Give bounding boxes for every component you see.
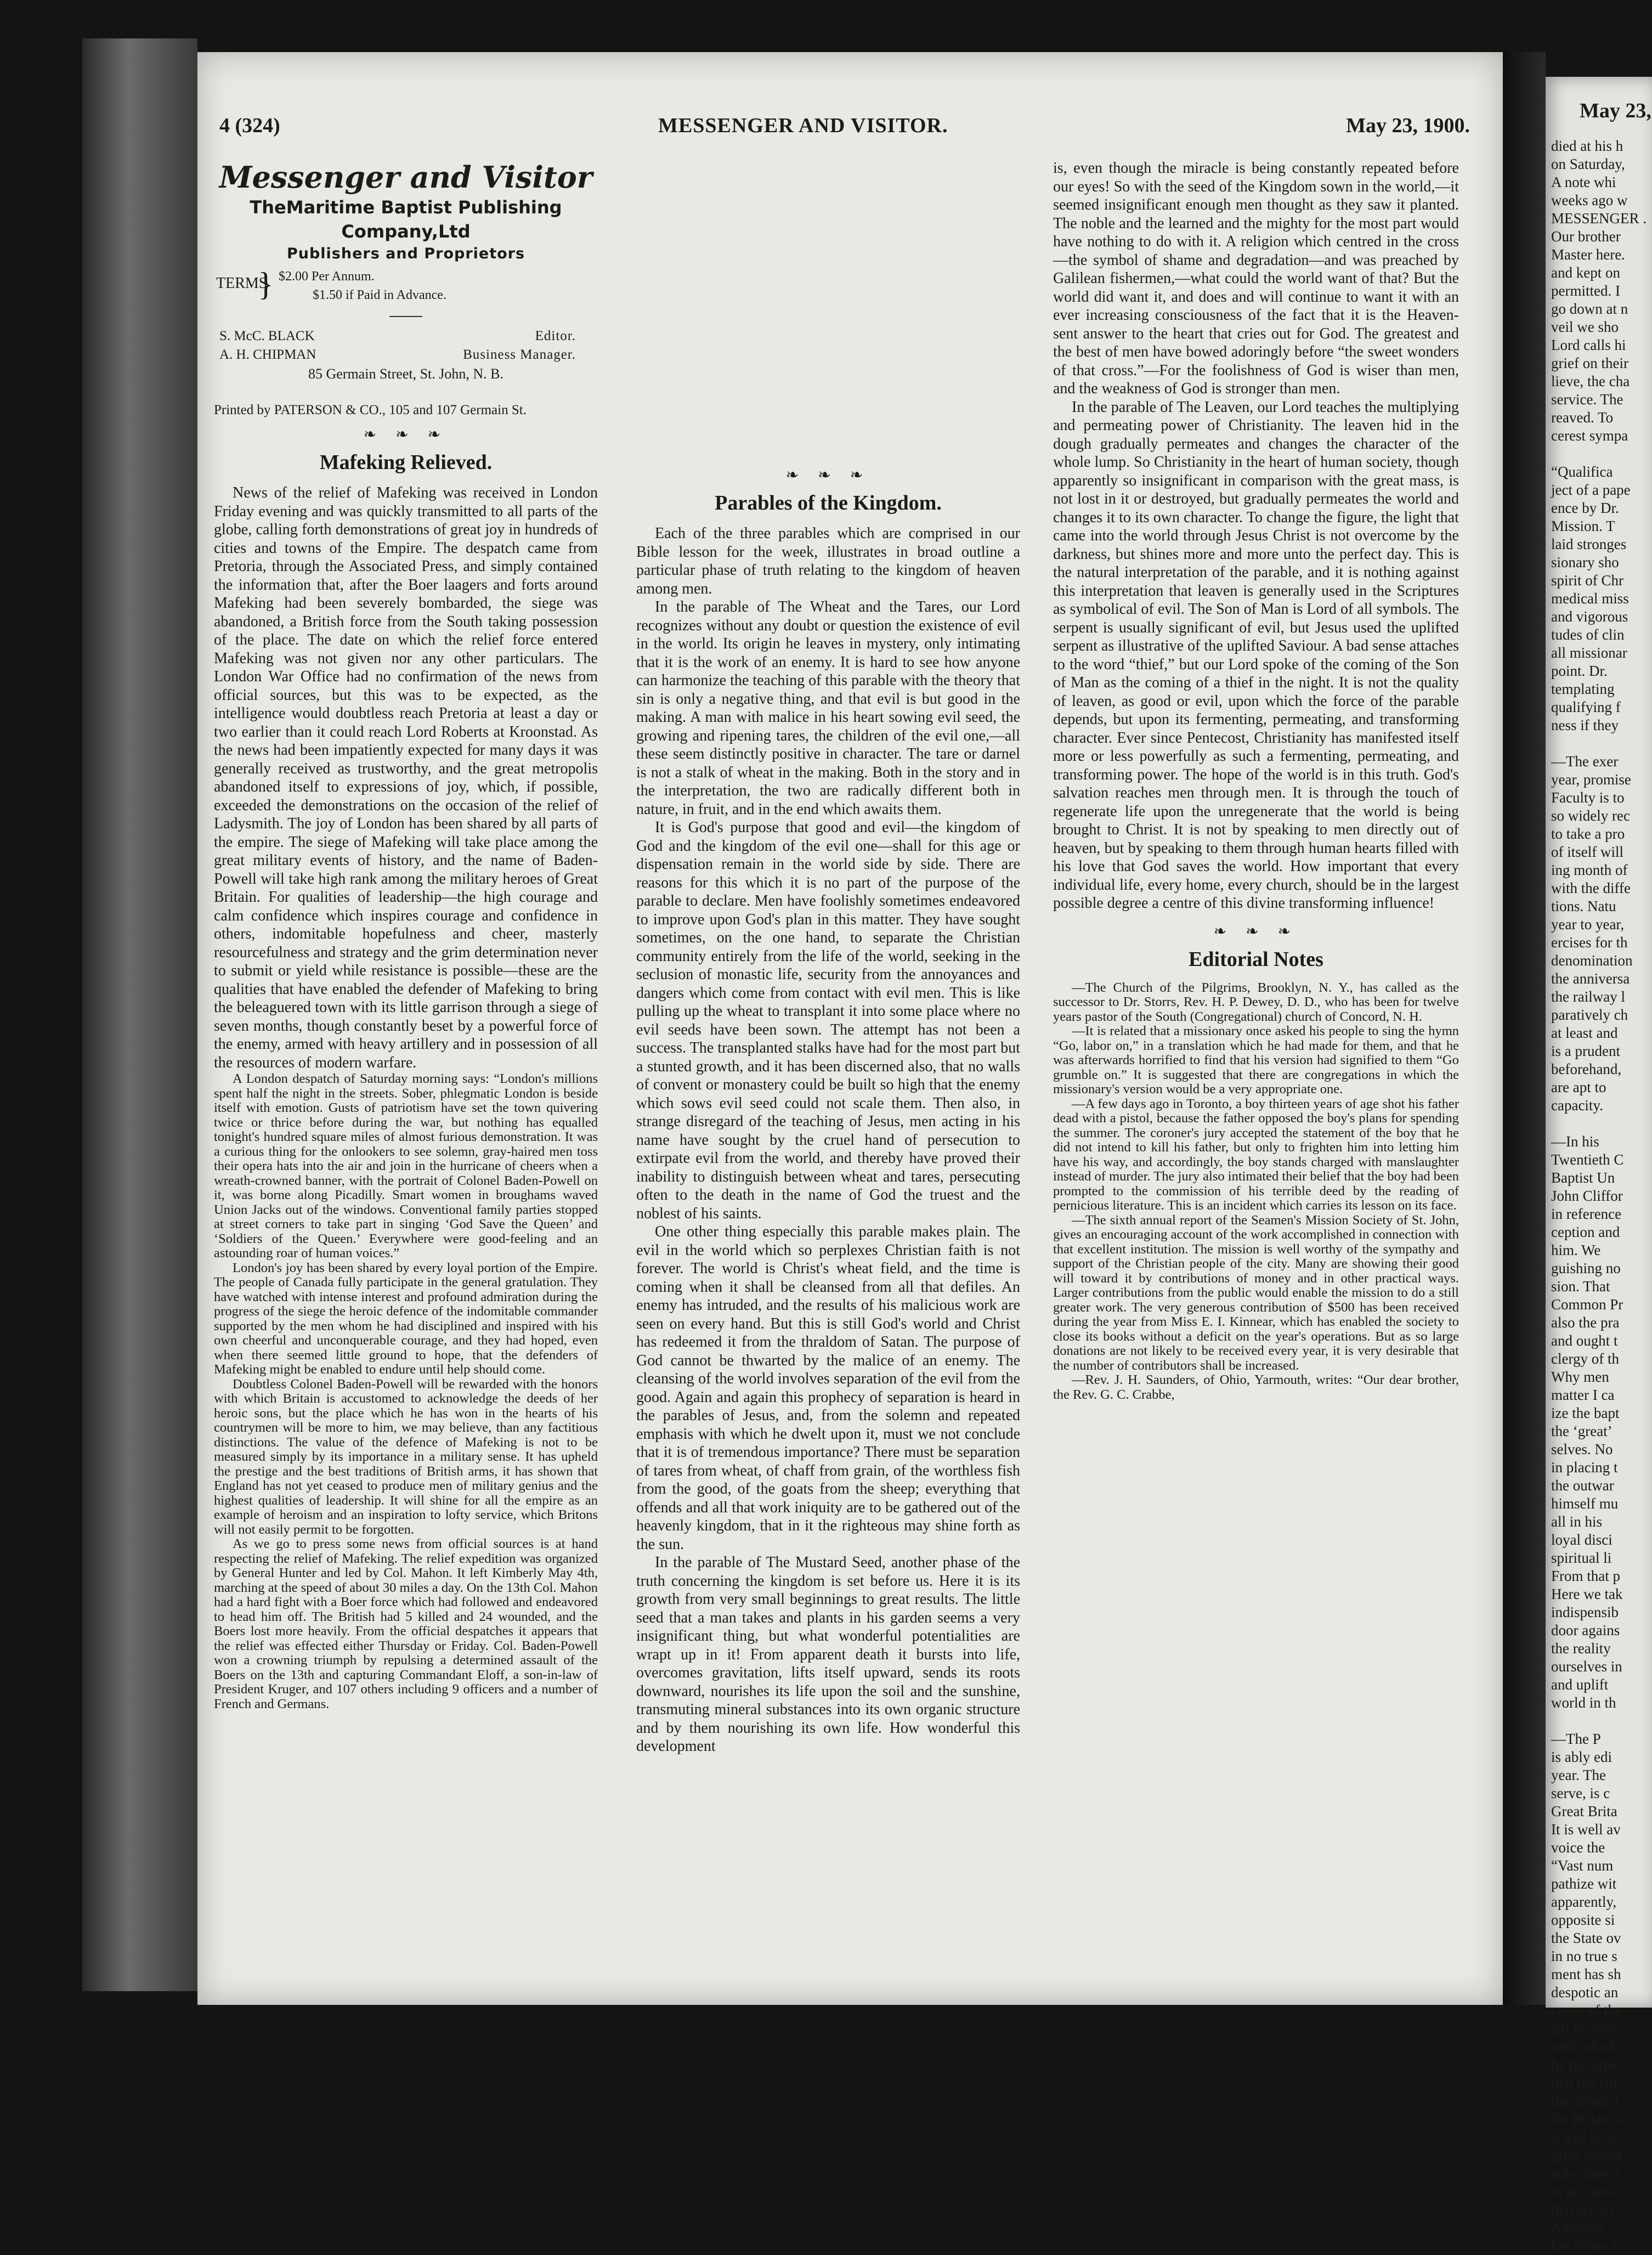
- article-paragraph: is, even though the miracle is being constantly repeated before our eyes! So with the seed of the Kingdom sown in the world,—it seemed insignificant enough men thought as they saw it planted. The noble and the learned and the mighty for the most part would have nothing to do with it. A religion which centred in the cross—the symbol of shame and degradation—and was preached by Galilean fishermen,—what could the world want of that? But the world did want it, and does and will continue to want it with an ever increasing consciousness of the fact that it is the Heaven-sent answer to the heart that cries out for God. The greatest and the best of men have bowed adoringly before “the sweet wonders of that cross.”—For the foolishness of God is wiser than men, and the weakness of God is stronger than men.: [1053, 160, 1459, 397]
- facing-page-line: Master here.: [1551, 246, 1625, 263]
- facing-page-line: ception and: [1551, 1224, 1620, 1240]
- facing-page-line: —The P: [1551, 1731, 1601, 1747]
- ornament-divider: ❧ ❧ ❧: [363, 426, 449, 443]
- editorial-heading: Editorial Notes: [1189, 947, 1323, 971]
- article-paragraph: In the parable of The Mustard Seed, another phase of the truth concerning the kingdom is set before us. Here it is its growth from very small beginnings to great results. The little seed that a man takes and plants in his garden seems a very insignificant thing, but what wonderful potentialities are wrapt up in it! From apparent death it bursts into life, overcomes gravitation, lifts itself upward, sends its roots downward, nourishes its life upon the soil and the sunshine, transmuting mineral substances into its own organic structure and by them nourishing its own life. How wonderful this development: [636, 1554, 1020, 1755]
- manager-line: [214, 346, 598, 364]
- facing-page-line: of itself will: [1551, 844, 1623, 860]
- facing-page-line: spirit of Chr: [1551, 572, 1623, 589]
- ornament-divider: ❧ ❧ ❧: [1213, 923, 1299, 940]
- facing-page-line: tudes of clin: [1551, 626, 1625, 643]
- facing-page-line: denomination: [1551, 952, 1633, 969]
- article-paragraph: As we go to press some news from official sources is at hand respecting the relief of Mafeking. The relief expedition was organized by General Hunter and led by Col. Mahon. It left Kimberly May 4th, marching at the speed of about 30 miles a day. On the 13th Col. Mahon had a hard fight with a Boer force which had followed and endeavored to head him off. The British had 5 killed and 24 wounded, and the Boers lost more heavily. From the official despatches it appears that the relief was effected either Thursday or Friday. Col. Baden-Powell won a crowning triumph by repulsing a determined assault of the Boers on the 13th and capturing Commandant Eloff, a son-in-law of President Kruger, and 107 others including 9 officers and a number of French and Germans.: [214, 1536, 598, 1711]
- page-number: 4 (324): [219, 114, 280, 137]
- facing-page-line: to take a pro: [1551, 826, 1625, 842]
- terms-label: TERMS: [216, 275, 268, 292]
- facing-page-line: lieve, the cha: [1551, 373, 1630, 389]
- facing-page-line: all in his: [1551, 1513, 1602, 1530]
- editorial-note: —A few days ago in Toronto, a boy thirteen years of age shot his father dead with a pistol, because the father opposed the boy's plans for spending the summer. The coroner's jury accepted the statement of the boy that he did not intend to kill his father, but only to frighten him into letting him have his way, and accordingly, the boy stands charged with manslaughter instead of murder. The jury also intimated their belief that the boy had been prompted to the commission of his terrible deed by the reading of pernicious literature. This is an incident which carries its lesson on its face.: [1053, 1096, 1459, 1213]
- facing-page-line: so widely rec: [1551, 807, 1630, 824]
- article-paragraph: A London despatch of Saturday morning says: “London's millions spent half the night in the streets. Sober, phlegmatic London is beside itself with emotion. Gusts of patriotism have set the town quivering twice or thrice before during the war, but nothing has equalled tonight's hundred square miles of almost furious demonstration. It was a curious thing for the onlookers to see solemn, gray-haired men toss their opera hats into the air and join in the hurricane of cheers when a wreath-crowned banner, with the portrait of Colonel Baden-Powell on it, was borne along Picadilly. Smart women in broughams waved Union Jacks out of the windows. Conventional family parties stopped at street corners to take part in singing ‘God Save the Queen’ and ‘Soldiers of the Queen.’ Everywhere were good-feeling and an astounding roar of human voices.”: [214, 1071, 598, 1261]
- facing-page-line: is a prudent: [1551, 1043, 1620, 1059]
- facing-page-line: serve, is c: [1551, 1785, 1610, 1801]
- facing-page-line: Here we tak: [1551, 1586, 1623, 1602]
- facing-page-line: are apt to: [1551, 1079, 1606, 1095]
- facing-page-line: great nation: [1551, 2147, 1622, 2163]
- editorial-note: —Rev. J. H. Saunders, of Ohio, Yarmouth, writes: “Our dear brother, the Rev. G. C. Crabbe,: [1053, 1372, 1459, 1402]
- facing-page-line: voice the: [1551, 1839, 1605, 1856]
- facing-page-line: is ably edi: [1551, 1749, 1612, 1765]
- article-paragraph: News of the relief of Mafeking was received in London Friday evening and was quickly transmitted to all parts of the globe, calling forth demonstrations of great joy in hundreds of cities and towns of the Empire. The despatch came from Pretoria, through the Associated Press, and simply contained the information that, after the Boer laagers and forts around Mafeking had been severely bombarded, the siege was abandoned, a British force from the South taking possession of the place. The date on which the relief force entered Mafeking was not given nor any other particulars. The London War Office had no confirmation of the news from official sources, but this was to be expected, as the intelligence would doubtless reach Pretoria at least a day or two earlier than it could reach Lord Roberts at Kroonstad. As the news had been impatiently expected for many days it was generally received as trustworthy, and the great metropolis abandoned itself to expressions of joy, which, if possible, exceeded the demonstrations on the occasion of the relief of Ladysmith. The joy of London has been shared by all parts of the empire. The siege of Mafeking will take place among the great military events of history, and the name of Baden-Powell will take high rank among the military heroes of Great Britain. For qualities of leadership—the high courage and calm confidence which inspires courage and confidence in others, indomitable hopefulness and cheer, masterly resourcefulness and strategy and the grim determination never to submit or yield while resistance is possible—these are the qualities that have enabled the defender of Mafeking to bring the beleaguered town with its little garrison through a siege of seven months, though constantly beset by a powerful force of the enemy, armed with heavy artillery and in possession of all the resources of modern warfare.: [214, 484, 598, 1071]
- printer-line: Printed by PATERSON & CO., 105 and 107 Germain St.: [214, 403, 527, 417]
- facing-page-line: ment has sh: [1551, 1966, 1621, 1982]
- facing-page-line: spiritual li: [1551, 1550, 1612, 1566]
- facing-page-line: paratively ch: [1551, 1007, 1628, 1023]
- facing-page-line: ness if they: [1551, 717, 1619, 733]
- facing-page-line: laid stronges: [1551, 536, 1627, 552]
- facing-page-line: From that p: [1551, 1568, 1620, 1584]
- running-header: [219, 114, 1481, 146]
- facing-page-line: —The exer: [1551, 753, 1619, 770]
- facing-page-line: the anniversa: [1551, 970, 1630, 987]
- facing-page-line: ence by Dr.: [1551, 500, 1619, 516]
- facing-page-line: world in th: [1551, 1694, 1616, 1711]
- manager-name: A. H. CHIPMAN: [219, 347, 316, 362]
- facing-page-line: templating: [1551, 681, 1615, 697]
- masthead-rule: [389, 316, 422, 317]
- facing-page-line: pathize wit: [1551, 1875, 1617, 1892]
- facing-page-line: service. The: [1551, 391, 1623, 408]
- facing-page-line: go down at n: [1551, 301, 1628, 317]
- masthead: [214, 159, 598, 420]
- facing-page-line: year. The: [1551, 1767, 1606, 1783]
- facing-page-line: ize the bapt: [1551, 1405, 1620, 1421]
- facing-page-line: all missionar: [1551, 645, 1627, 661]
- parables-heading: Parables of the Kingdom.: [715, 491, 942, 515]
- facing-page-line: MESSENGER .: [1551, 210, 1647, 227]
- facing-page-line: the outwar: [1551, 1477, 1614, 1494]
- editor-role: Editor.: [535, 329, 576, 343]
- editor-line: [214, 327, 598, 346]
- facing-page-line: at least and: [1551, 1025, 1618, 1041]
- facing-page-line: [1551, 1712, 1647, 1730]
- facing-page-line: loyal disci: [1551, 1531, 1613, 1548]
- mafeking-heading: Mafeking Relieved.: [319, 451, 493, 474]
- facing-page-line: [1551, 734, 1647, 753]
- article-paragraph: London's joy has been shared by every loyal portion of the Empire. The people of Canada fully participate in the general gratulation. They have watched with intense interest and profound admiration during the progress of the siege the heroic defence of the indomitable commander supported by the men whom he had disciplined and inspired with his own cheerful and unconquerable courage, and they had hoped, even when there seemed little ground to hope, that the defenders of Mafeking might be enabled to endure until help should come.: [214, 1260, 598, 1377]
- facing-page-line: cause of the: [1551, 2002, 1622, 2019]
- facing-page-line: [1551, 1115, 1647, 1133]
- facing-page-column: [1551, 137, 1647, 2255]
- facing-page-line: died at his h: [1551, 138, 1623, 154]
- facing-page-line: opposite si: [1551, 1912, 1615, 1928]
- paper-title: MESSENGER AND VISITOR.: [658, 114, 948, 137]
- facing-page-line: matter I ca: [1551, 1387, 1615, 1403]
- facing-page-line: it will be a: [1551, 2129, 1614, 2145]
- facing-page-line: Great Brita: [1551, 1803, 1617, 1819]
- facing-page-line: that the Un: [1551, 2075, 1617, 2091]
- facing-page-line: also the pra: [1551, 1314, 1620, 1331]
- masthead-title: Messenger and Visitor: [219, 160, 593, 195]
- facing-page-line: Twentieth C: [1551, 1151, 1624, 1168]
- facing-page-line: the railway l: [1551, 988, 1625, 1005]
- facing-page-line: year, promise: [1551, 771, 1631, 788]
- facing-page-line: on Saturday,: [1551, 156, 1625, 172]
- facing-page-line: himself mu: [1551, 1495, 1619, 1512]
- facing-page-line: —In his: [1551, 1133, 1599, 1150]
- subscription-terms: [214, 264, 598, 308]
- facing-page-line: ject of a pape: [1551, 482, 1631, 498]
- article-paragraph: Doubtless Colonel Baden-Powell will be rewarded with the honors with which Britain is accustomed to acknowledge the deeds of her heroic sons, but the place which he has won in the hearts of his countrymen will be more to him, we may believe, than any factitious distinctions. The value of the defence of Mafeking is not to be measured simply by its importance in a military sense. It has upheld the prestige and the best traditions of British arms, it has shown that England has not yet ceased to produce men of military genius and the highest qualities of leadership. It will shine for all the empire as an example of heroism and an inspiration to lofty service, which Britons will not easily permit to be forgotten.: [214, 1376, 598, 1537]
- issue-date: May 23, 1900.: [1346, 114, 1470, 137]
- book-binding: [82, 38, 197, 1991]
- editor-name: S. McC. BLACK: [219, 329, 315, 343]
- facing-page-line: Mission. T: [1551, 518, 1615, 534]
- facing-page-line: and uplift: [1551, 1676, 1609, 1693]
- term-annual: $2.00 Per Annum.: [279, 269, 375, 284]
- facing-page-line: Baptist Un: [1551, 1169, 1615, 1186]
- facing-page-line: the reality: [1551, 1640, 1611, 1657]
- facing-page-line: grief on their: [1551, 355, 1628, 371]
- editorial-note: —The Church of the Pilgrims, Brooklyn, N. Y., has called as the successor to Dr. Storrs, Rev. H. P. Dewey, D. D., who has been for twelve years pastor of the South (Congregational) church of Concord, N. H.: [1053, 980, 1459, 1024]
- masthead-address: 85 Germain Street, St. John, N. B.: [308, 366, 504, 382]
- page-gutter: [1503, 52, 1546, 2005]
- manager-role: Business Manager.: [463, 347, 576, 362]
- facing-page-line: the ‘great’: [1551, 1423, 1613, 1439]
- ornament-divider: ❧ ❧ ❧: [785, 467, 871, 484]
- facing-page-line: the greatest: [1551, 2093, 1619, 2109]
- facing-page-line: door agains: [1551, 1622, 1620, 1638]
- facing-page-line: in placing t: [1551, 1459, 1618, 1476]
- facing-page-line: and kept on: [1551, 264, 1620, 281]
- facing-page-line: John Cliffor: [1551, 1188, 1623, 1204]
- masthead-company: TheMaritime Baptist Publishing Company,Ltd: [250, 197, 562, 242]
- facing-page-line: medical miss: [1551, 590, 1629, 607]
- facing-page-line: year to year,: [1551, 916, 1625, 932]
- facing-page-line: qualifying f: [1551, 699, 1621, 715]
- column-3: [1053, 159, 1459, 1997]
- facing-page-line: guishing no: [1551, 1260, 1621, 1276]
- facing-page-line: and vigorous: [1551, 608, 1628, 625]
- article-paragraph: In the parable of The Leaven, our Lord teaches the multiplying and permeating power of Christianity. The leaven hid in the dough gradually permeates and changes the character of the whole lump. So Christianity in the heart of human society, though apparently so insignificant in comparison with the great mass, is not lost in it or destroyed, but gradually permeates the world and changes it to its own character. To change the figure, the light that came into the world through Jesus Christ is not overcome by the darkness, but shines more and more unto the perfect day. This is the natural interpretation of the parable, and it is nothing against this interpretation that leaven is generally used in the Scriptures as symbolical of evil. The Son of Man is Lord of all symbols. The serpent is usually significant of evil, but Jesus used the uplifted serpent as illustrative of the uplifted Saviour. A bad sense attaches to the word “thief,” but our Lord spoke of the coming of the Son of Man as the coming of a thief in the night. It is not the quality of leaven, as good or evil, upon which the force of the parable depends, but upon its fermenting, permeating, and transforming character. Ever since Pentecost, Christianity has manifested itself more or less powerfully as such a fermenting, permeating, and transforming power. The hope of the world is in this truth. God's salvation reaches men through men. It is through the touch of regenerate life upon the unregenerate that the world is being brought to Christ. It is not by speaking to men directly out of heaven, but by speaking to them through human hearts filled with his love that God saves the world. How important that every individual life, every home, every church, should be in the largest possible degree a centre of this divine transforming influence!: [1053, 398, 1459, 912]
- facing-page-line: in no true s: [1551, 1948, 1617, 1964]
- facing-page-line: and ought t: [1551, 1332, 1618, 1349]
- facing-page-line: America.: [1551, 2219, 1606, 2236]
- facing-page-line: “Qualifica: [1551, 464, 1613, 480]
- masthead-publishers: Publishers and Proprietors: [286, 245, 525, 262]
- facing-page-line: ercises for th: [1551, 934, 1628, 951]
- facing-page-line: led by a na: [1551, 2020, 1616, 2037]
- newspaper-page: [197, 52, 1503, 2005]
- facing-page-line: Faculty is to: [1551, 789, 1625, 806]
- facing-page-line: It is well av: [1551, 1821, 1621, 1838]
- facing-page-line: Common Pr: [1551, 1296, 1623, 1313]
- facing-page-line: sion. That: [1551, 1278, 1610, 1295]
- facing-page-line: for Britain a: [1551, 2111, 1623, 2127]
- facing-page-line: reaved. To: [1551, 409, 1614, 426]
- column-1: [214, 159, 598, 1997]
- facing-page-line: to us, unwo: [1551, 2183, 1620, 2200]
- facing-page-line: ing month of: [1551, 862, 1628, 878]
- editorial-note: —The sixth annual report of the Seamen's Mission Society of St. John, gives an encouraging account of the work accomplished in connection with that excellent institution. The mission is well worthy of the sympathy and support of the Christian people of the city. Many are showing their good will toward it by contributions of money and in other practical ways. Larger contributions from the public would enable the mission to do a still greater work. The very generous contribution of $500 has been received during the year from Miss E. I. Kinnear, which has enabled the society to close its books without a deficit on the year's operations. But as so large donations are not likely to be received every year, it is very desirable that the number of contributors shall be increased.: [1053, 1212, 1459, 1373]
- article-paragraph: Each of the three parables which are comprised in our Bible lesson for the week, illustrates in broad outline a particular phase of truth relating to the kingdom of heaven among men.: [636, 525, 1020, 597]
- article-paragraph: One other thing especially this parable makes plain. The evil in the world which so perplexes Christian faith is not forever. The world is Christ's wheat field, and the time is coming when it shall be cleansed from all that defiles. An enemy has intruded, and the results of his malicious work are seen on every hand. But this is still God's world and Christ has redeemed it from the thraldom of Satan. The purpose of God cannot be thwarted by the malice of an enemy. The cleansing of the world involves separation of the evil from the good. Again and again this prophecy of separation is heard in the parables of Jesus, and, from the solemn and repeated emphasis with which he dwelt upon it, must we not conclude that it is of tremendous importance? There must be separation of tares from wheat, of chaff from grain, of the worthless fish from the good, of the goats from the sheep; everything that offends and all that work iniquity are to be gathered out of the heavenly kingdom, that in it the righteous may shine forth as the sun.: [636, 1223, 1020, 1553]
- facing-page-line: the State ov: [1551, 1930, 1621, 1946]
- facing-page-line: her either a: [1551, 2237, 1618, 2254]
- column-2: [636, 159, 1020, 1997]
- facing-page-line: side, drawn: [1551, 2165, 1620, 2181]
- facing-page-line: A note whi: [1551, 174, 1616, 190]
- facing-page-line: sionary sho: [1551, 554, 1619, 570]
- facing-page-line: by the othe: [1551, 2056, 1617, 2073]
- facing-page-line: in reference: [1551, 1206, 1622, 1222]
- facing-page-line: with the diffe: [1551, 880, 1631, 896]
- facing-page-line: “Vast num: [1551, 1857, 1614, 1874]
- facing-page-line: cerest sympa: [1551, 427, 1628, 444]
- facing-page-line: Why men: [1551, 1369, 1609, 1385]
- facing-page-line: clergy of th: [1551, 1350, 1619, 1367]
- facing-page-line: that are ho: [1551, 2201, 1614, 2218]
- facing-page-line: despotic an: [1551, 1984, 1619, 2000]
- facing-page-line: him. We: [1551, 1242, 1601, 1258]
- article-paragraph: In the parable of The Wheat and the Tares, our Lord recognizes without any doubt or question the existence of evil in the world. Its origin he leaves in mystery, only intimating that it is the work of an enemy. It is hard to see how anyone can harmonize the teaching of this parable with the theory that sin is only a negative thing, and that evil is but good in the making. A man with malice in his heart sowing evil seed, the growing and ripening tares, the children of the evil one,—all these seem distinctly positive in character. The tare or darnel is not a stalk of wheat in the making. Both in the story and in the interpretation, the two are radically different both in nature, in fruit, and in the end which awaits them.: [636, 598, 1020, 818]
- facing-page-header: May 23,: [1580, 99, 1651, 122]
- facing-page-line: point. Dr.: [1551, 663, 1608, 679]
- term-advance: $1.50 if Paid in Advance.: [313, 288, 446, 302]
- facing-page-line: [1551, 445, 1647, 463]
- facing-page-line: indispensib: [1551, 1604, 1619, 1620]
- facing-page-line: weeks ago w: [1551, 192, 1628, 208]
- facing-page-line: selves. No: [1551, 1441, 1613, 1457]
- brace-icon: }: [258, 266, 274, 302]
- facing-page-line: with which: [1551, 2038, 1617, 2055]
- article-paragraph: It is God's purpose that good and evil—the kingdom of God and the kingdom of the evil one—shall for this age or dispensation remain in the world side by side. There are reasons for this which it is no part of the purpose of the parable to declare. Men have foolishly sometimes endeavored to improve upon God's plan in this matter. They have sought sometimes, on the one hand, to separate the Christian community entirely from the life of the world, seeking in the seclusion of monastic life, security from the annoyances and dangers which come from contact with evil men. This is like pulling up the wheat to transplant it into some place where no evil seeds have been sown. The attempt has not been a success. The transplanted stalks have had for the most part but a stunted growth, and it has been discerned also, that no walls of convent or monastery could be built so high that the enemy which sows evil seed could not scale them. Then also, in strange disregard of the teaching of Jesus, men acting in his name have sought by the cruel hand of persecution to extirpate evil from the world, and thereby have proved their inability to distinguish between wheat and tares, persecuting often to the death in the name of God the truest and the noblest of his saints.: [636, 819, 1020, 1222]
- facing-page-line: apparently,: [1551, 1894, 1616, 1910]
- facing-page-line: capacity.: [1551, 1097, 1603, 1114]
- editorial-note: —It is related that a missionary once asked his people to sing the hymn “Go, labor on,” in a translation which he had made for them, and that he was afterwards horrified to find that his version had signified to them “Go grumble on.” It is suggested that there are congregations in which the missionary's version would be a very appropriate one.: [1053, 1024, 1459, 1097]
- facing-page-line: veil we sho: [1551, 319, 1619, 335]
- facing-page-line: permitted. I: [1551, 282, 1620, 299]
- facing-page-line: Our brother: [1551, 228, 1621, 245]
- facing-page-line: tions. Natu: [1551, 898, 1616, 914]
- facing-page-line: ourselves in: [1551, 1658, 1622, 1675]
- facing-page-fragment: [1546, 77, 1652, 2254]
- facing-page-line: Lord calls hi: [1551, 337, 1626, 353]
- facing-page-line: beforehand,: [1551, 1061, 1622, 1077]
